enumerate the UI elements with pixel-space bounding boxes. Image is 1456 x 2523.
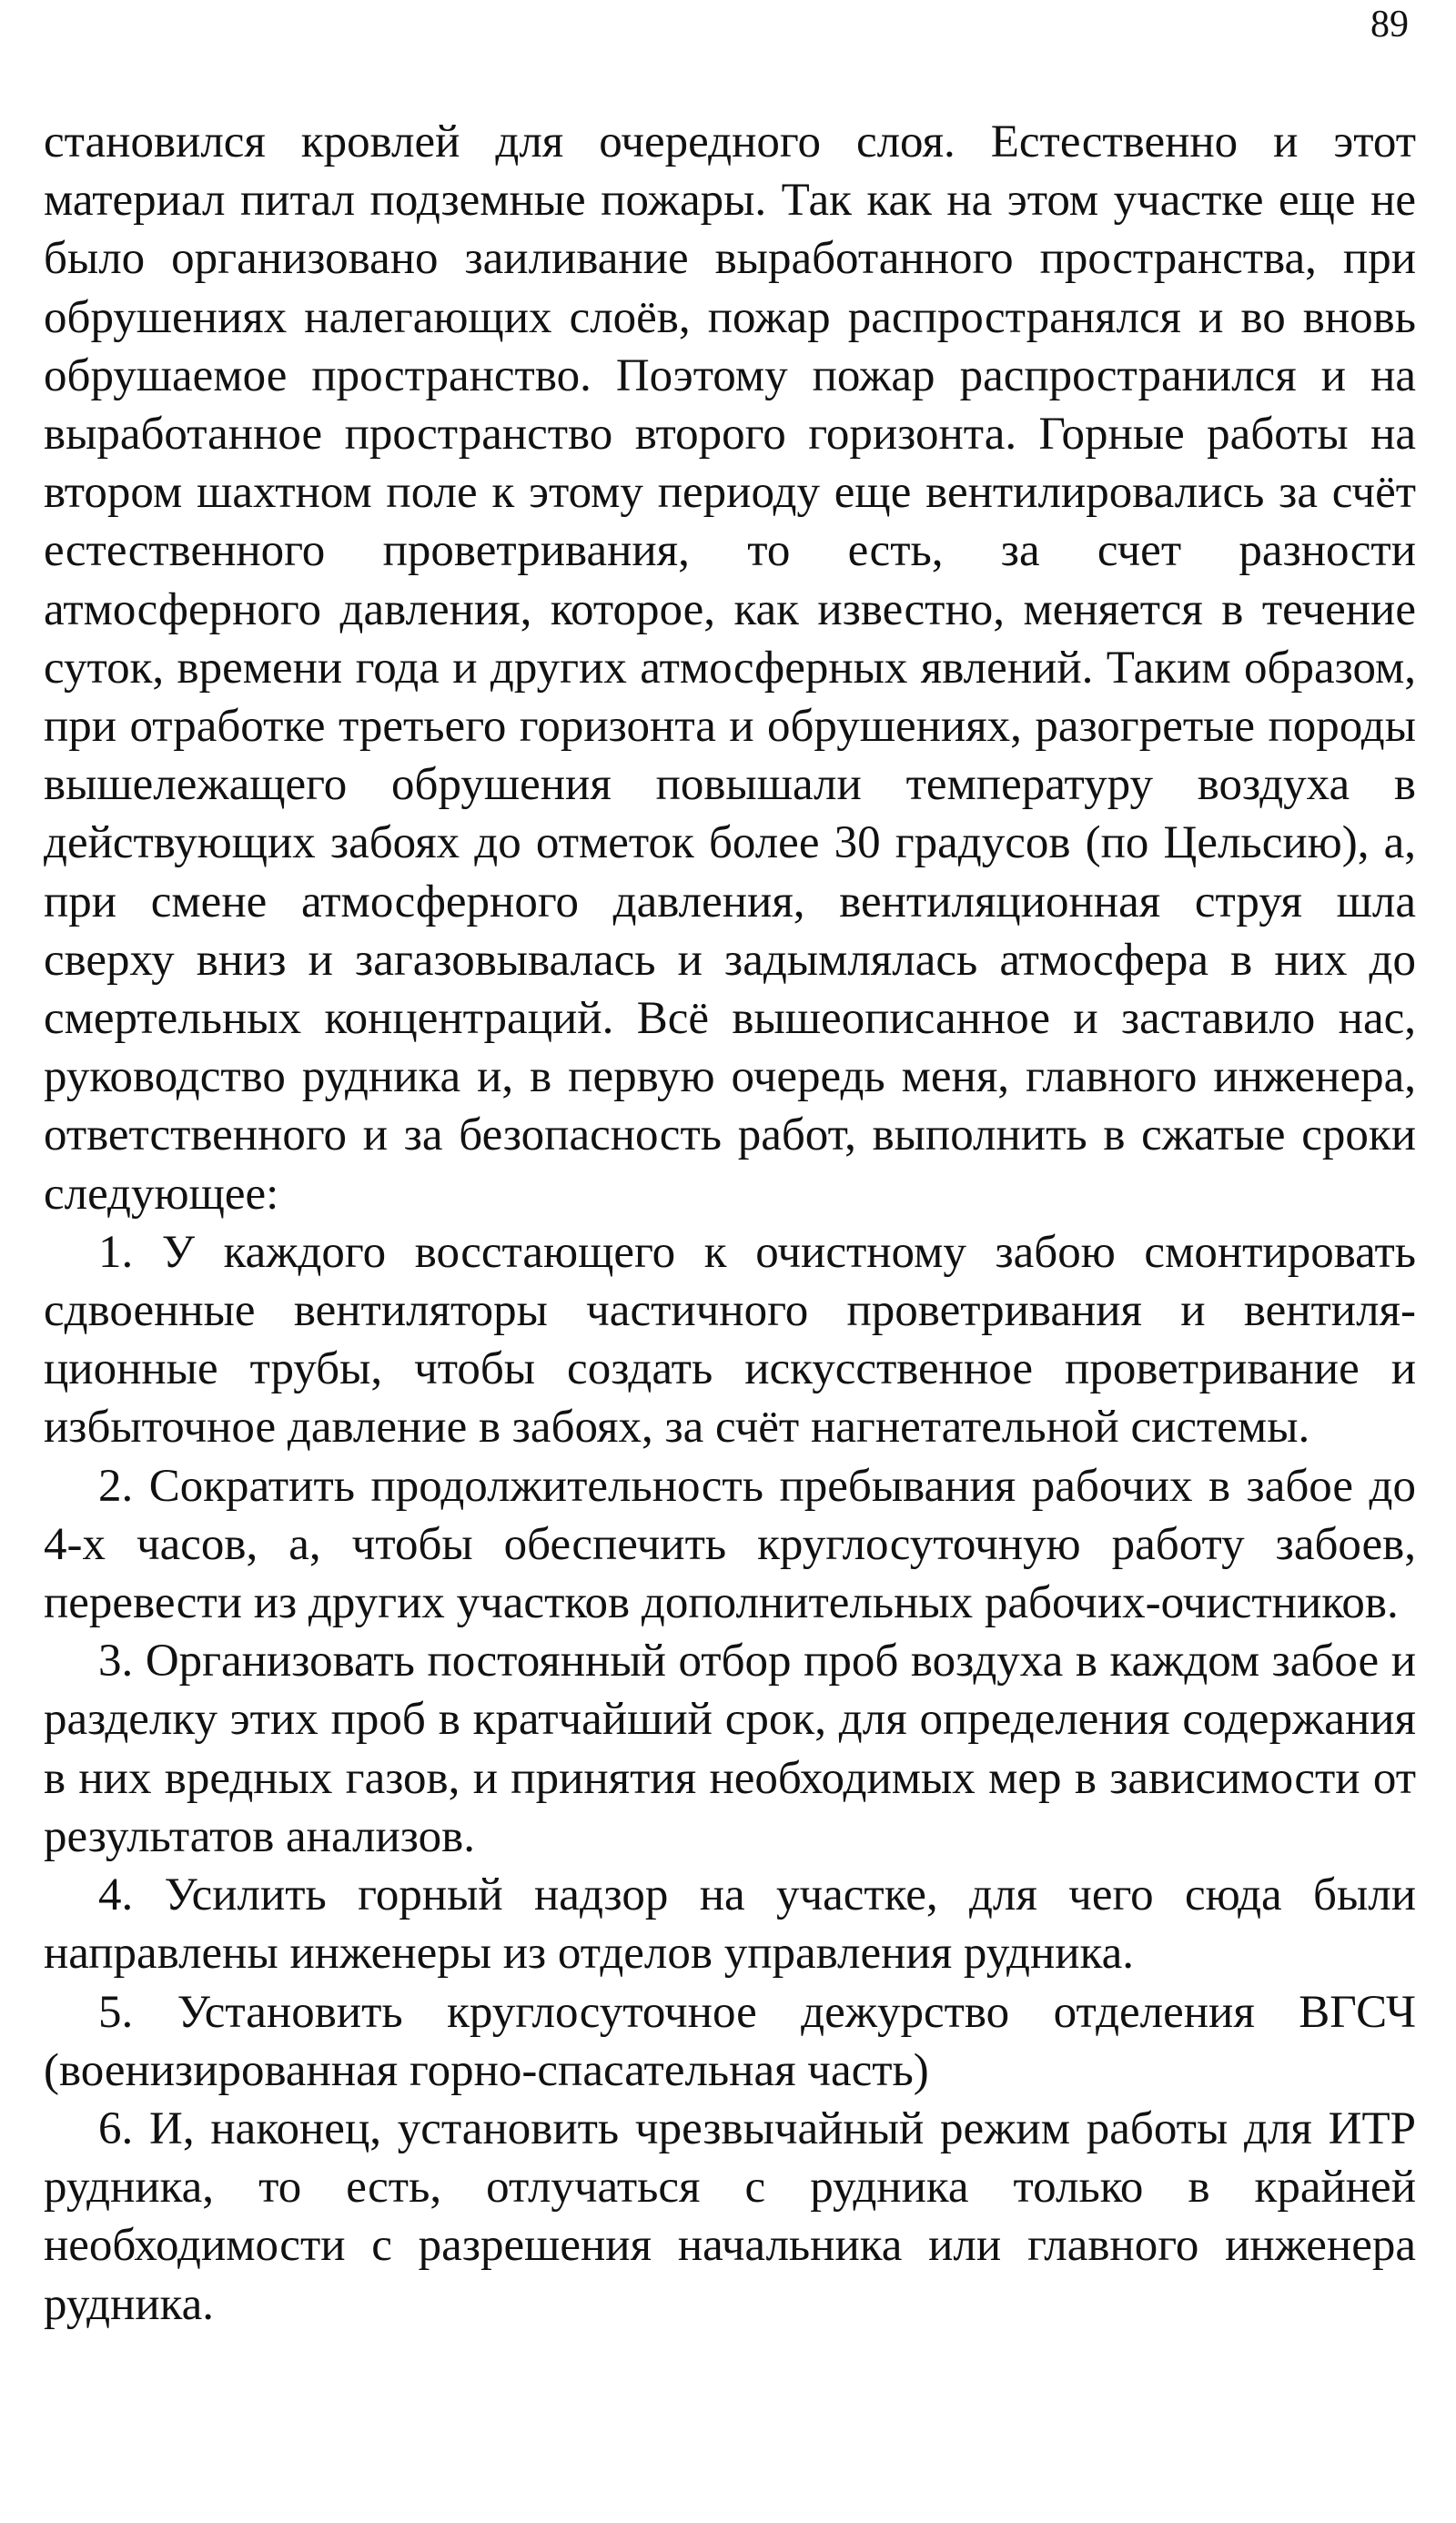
list-item-text: Усилить горный надзор на участке, для чего сюда были направлены инженеры из отделов управления рудника. — [44, 1869, 1417, 1980]
list-item — [44, 1632, 1416, 1866]
list-item-text: Сократить продолжительность пребывания рабочих в забое до 4-х часов, а, чтобы обеспечить круглосуточную работу забоев, перевести из других участков дополнительных рабочих-очистников. — [44, 1460, 1416, 1629]
list-item-number: 1. — [98, 1226, 134, 1278]
page-number: 89 — [1370, 4, 1409, 46]
list-item — [44, 2100, 1416, 2334]
list-item — [44, 1983, 1416, 2100]
list-item-text: Организовать постоянный отбор проб воздуха в каждом забое и разделку этих проб в кратчайший срок, для определения содержания в них вредных газов, и принятия необходимых мер в зависимости от результатов анализов. — [44, 1636, 1416, 1862]
list-item-text: И, наконец, установить чрезвычайный режим работы для ИТР рудника, то есть, отлучаться с рудника только в крайней необходимости с разрешения начальника или главного инженера рудника. — [44, 2102, 1416, 2330]
paragraph: становился кровлей для очередного слоя. Естественно и этот материал питал подземные пожары. Так как на этом участке еще не было организовано заиливание выработанного пространства, при обрушениях налегающих слоёв, пожар распространялся и во вновь обрушаемое пространство. Поэтому пожар распространился и на выработанное пространство второго горизонта. Горные работы на втором шахтном поле к этому периоду еще вентилировались за счёт естественного проветривания, то есть, за счет разности атмосферного давления, которое, как известно, меняется в течение суток, времени года и других атмосферных явлений. Таким образом, при отработке третьего горизонта и обрушениях, разогретые породы вышележащего обрушения повышали температуру воздуха в действующих забоях до отметок более 30 градусов (по Цельсию), а, при смене атмосферного давления, вентиляционная струя шла сверху вниз и загазовывалась и задымлялась атмосфера в них до смертельных концентраций. Всё вышеописанное и заставило нас, руководство рудника и, в первую очередь меня, главного инженера, ответственного и за безопасность работ, выполнить в сжатые сроки следующее: — [44, 117, 1416, 1220]
list-item — [44, 1223, 1416, 1457]
list-item-number: 6. — [98, 2102, 134, 2154]
body-text — [44, 113, 1416, 2334]
list-item-number: 2. — [98, 1460, 134, 1512]
list-item-text: У каждого восстающего к очистному забою смонтировать сдвоенные вентиляторы частичного проветривания и вентиляционные трубы, чтобы создать искусственное проветривание и избыточное давление в забоях, за счёт нагнетательной системы. — [44, 1226, 1416, 1454]
list-item-number: 3. — [98, 1636, 134, 1687]
list-item-text: Установить круглосуточное дежурство отделения ВГСЧ (военизированная горно-спасательная часть) — [44, 1986, 1416, 2096]
list-item — [44, 1866, 1416, 1982]
list-item-number: 4. — [98, 1869, 134, 1921]
list-item-number: 5. — [98, 1986, 134, 2038]
list-item — [44, 1457, 1416, 1633]
